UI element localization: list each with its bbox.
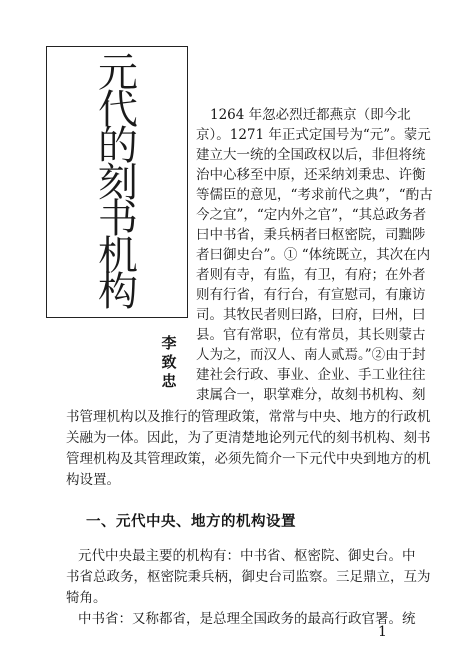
body-line: 今之宜”，“定内外之官”，“其总政务者 (196, 207, 427, 223)
title-box (46, 46, 188, 318)
body-line: 中书省：又称都省，是总理全国政务的最高行政官署。统 (78, 611, 416, 627)
body-line: 京）。1271 年正式定国号为“元”。蒙元 (196, 127, 431, 143)
body-line: 犄角。 (66, 590, 107, 606)
author-char: 李 (161, 334, 177, 352)
body-line: 管理机构及其管理政策，必须先简介一下元代中央到地方的机 (66, 451, 431, 467)
author-char: 忠 (161, 372, 177, 390)
body-line: 元代中央最主要的机构有：中书省、枢密院、御史台。中 (78, 548, 416, 564)
title-char: 代 (98, 86, 138, 133)
body-line: 曰中书省，秉兵柄者曰枢密院，司黜陟 (196, 227, 426, 243)
title-char: 机 (98, 232, 138, 279)
section-heading: 一、元代中央、地方的机构设置 (86, 514, 296, 530)
body-line: 者则有寺，有监，有卫，有府；在外者 (196, 267, 426, 283)
title-char: 的 (98, 123, 138, 169)
title-char: 书 (98, 196, 138, 242)
body-line: 等儒臣的意见，“考求前代之典”，“酌古 (196, 187, 433, 203)
body-line: 隶属合一，职掌难分，故刻书机构、刻 (196, 387, 426, 403)
body-line: 治中心移至中原，还采纳刘秉忠、许衡 (196, 167, 426, 183)
author-char: 致 (161, 353, 177, 371)
body-line: 书管理机构以及推行的管理政策，常常与中央、地方的行政机 (66, 409, 431, 425)
title-char: 元 (98, 50, 138, 96)
author-name (156, 334, 182, 391)
title-char: 刻 (98, 159, 138, 206)
title-char: 构 (98, 269, 138, 315)
body-line: 1264 年忽必烈迁都燕京（即今北 (210, 107, 411, 123)
body-line: 关融为一体。因此，为了更清楚地论列元代的刻书机构、刻书 (66, 430, 431, 446)
body-line: 建社会行政、事业、企业、手工业往往 (196, 367, 426, 383)
body-line: 构设置。 (66, 472, 120, 488)
body-line: 则有行省，有行台，有宣慰司，有廉访 (196, 287, 426, 303)
body-line: 县。官有常职，位有常员，其长则蒙古 (196, 327, 426, 343)
body-line: 者曰御史台”。① “体统既立，其次在内 (196, 247, 431, 263)
body-line: 人为之，而汉人、南人贰焉。”②由于封 (196, 347, 426, 363)
body-line: 司。其牧民者则曰路，曰府，曰州，曰 (196, 307, 426, 323)
body-line: 书省总政务，枢密院秉兵柄，御史台司监察。三足鼎立，互为 (66, 569, 431, 585)
page-number: 1 (378, 624, 387, 640)
body-line: 建立大一统的全国政权以后，非但将统 (196, 147, 426, 163)
